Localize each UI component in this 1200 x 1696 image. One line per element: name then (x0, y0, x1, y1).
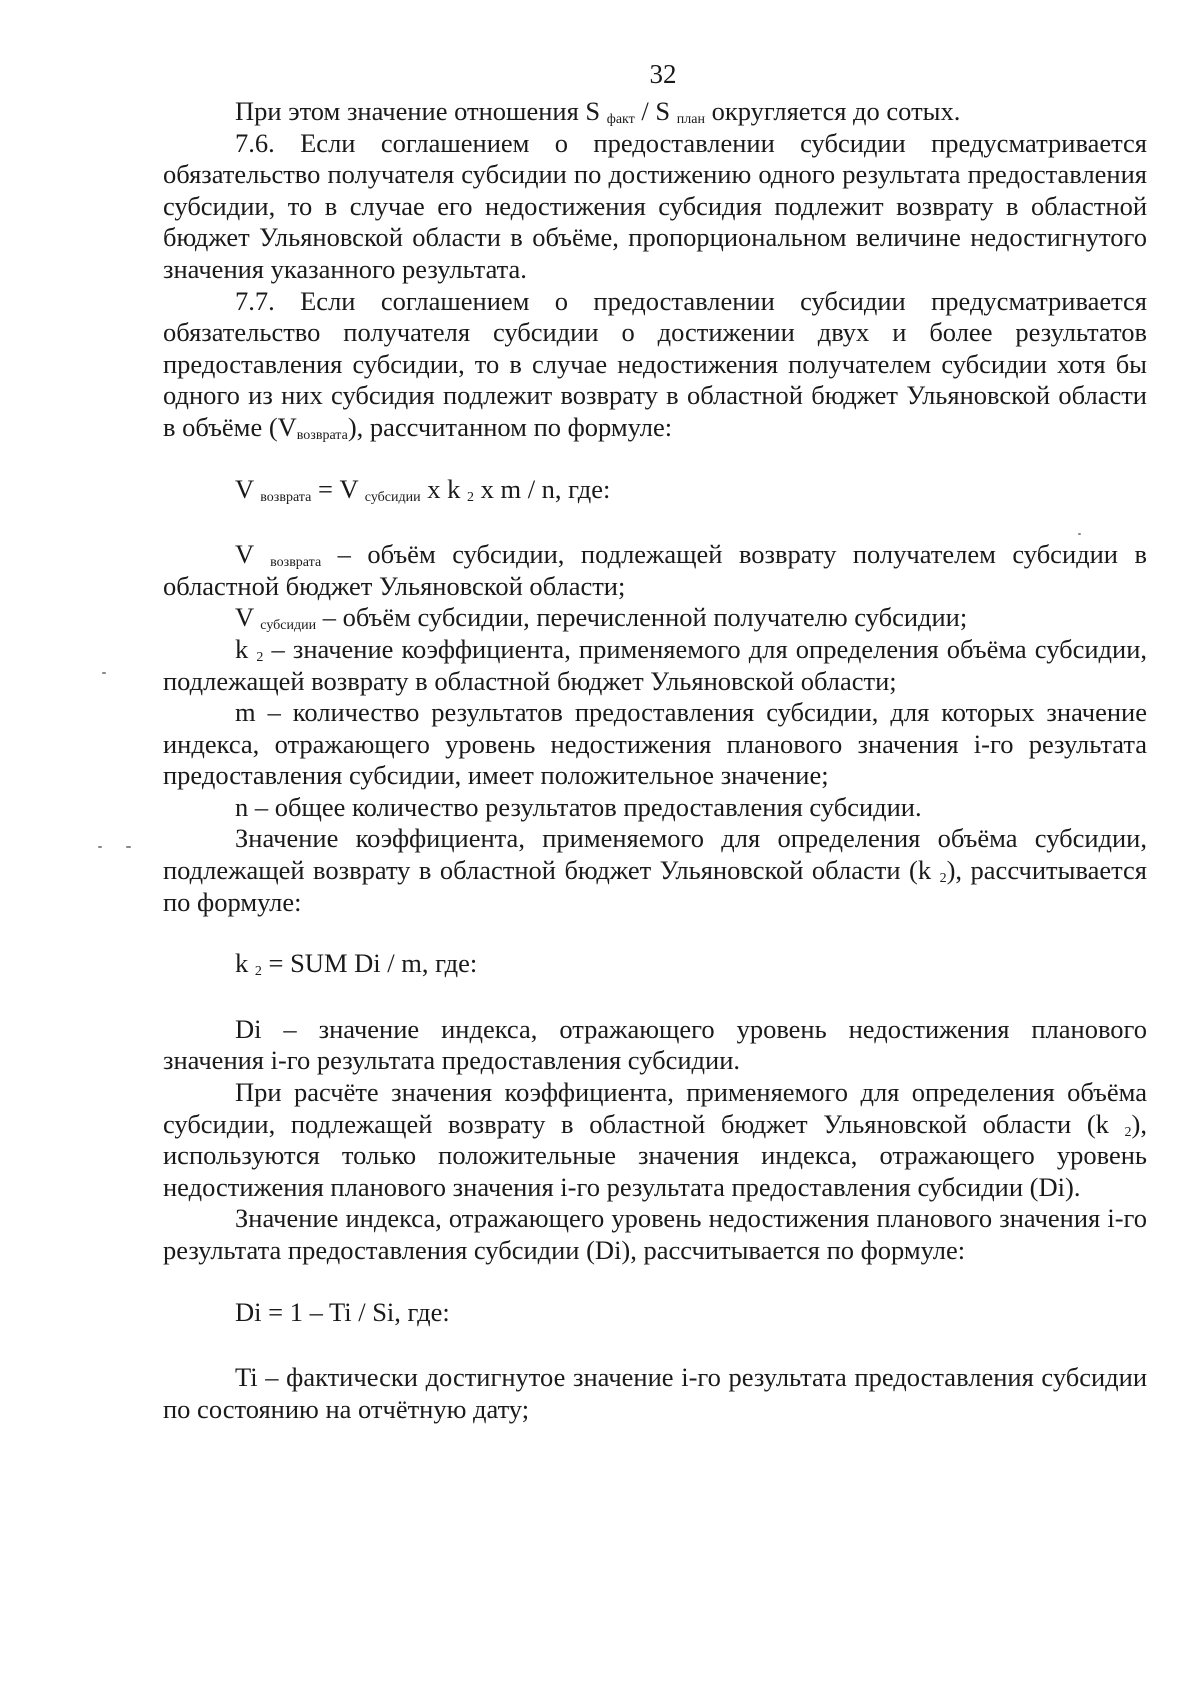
paragraph-k2-calculation: При расчёте значения коэффициента, применяемого для определения объёма субсидии, подлежащей возврату в областной бюджет Ульяновской области (k $_2$), используются только положительные значения индекса, отражающего уровень недостижения планового значения i-го результата предоставления субсидии (Di). (163, 1077, 1147, 1202)
definition-di: Di – значение индекса, отражающего уровень недостижения планового значения i-го результата предоставления субсидии. (163, 1013, 1147, 1076)
paragraph-7-7: 7.7. Если соглашением о предоставлении субсидии предусматривается обязательство получателя субсидии о достижении двух и более результатов предоставления субсидии, то в случае недостижения получателем субсидии хотя бы одного из них субсидия подлежит возврату в областной бюджет Ульяновской области в объёме $(V_{возврата})$, рассчитанном по формуле: (163, 285, 1147, 443)
definition-v-subsidy: V $_{субсидии}$ – объём субсидии, перечисленной получателю субсидии; (235, 602, 968, 634)
scan-speck (126, 846, 131, 848)
definition-m: m – количество результатов предоставления субсидии, для которых значение индекса, отражающего уровень недостижения планового значения i-го результата предоставления субсидии, имеет положительное значение; (163, 697, 1147, 791)
definition-k2: k $_2$ – значение коэффициента, применяемого для определения объёма субсидии, подлежащей возврату в областной бюджет Ульяновской области; (163, 633, 1148, 696)
formula-v-return: V $_{возврата}$ = V $_{субсидии}$ x k $_2$ x m / n, где: (235, 473, 611, 505)
definition-v-return: V $_{возврата}$ – объём субсидии, подлежащей возврату получателем субсидии в областной бюджет Ульяновской области; (163, 539, 1147, 601)
definition-n: n – общее количество результатов предоставления субсидии. (235, 791, 922, 822)
page-number: 32 (649, 59, 677, 89)
formula-k2: k $_2$ = SUM Di / m, где: (235, 948, 478, 980)
paragraph-k2-value: Значение коэффициента, применяемого для определения объёма субсидии, подлежащей возврату в областной бюджет Ульяновской области (k $_2$), рассчитывается по формуле: (163, 823, 1147, 917)
paragraph-7-6: 7.6. Если соглашением о предоставлении субсидии предусматривается обязательство получателя субсидии по достижению одного результата предоставления субсидии, то в случае его недостижения субсидия подлежит возврату в областной бюджет Ульяновской области в объёме, пропорциональном величине недостигнутого значения указанного результата. (163, 127, 1147, 284)
paragraph-index-value: Значение индекса, отражающего уровень недостижения планового значения i-го результата предоставления субсидии (Di), рассчитывается по формуле: (163, 1203, 1147, 1265)
scan-speck (102, 672, 106, 674)
scan-speck (98, 846, 102, 848)
paragraph-rounding: При этом значение отношения S $_{факт}$ / S $_{план}$ округляется до сотых. (235, 96, 961, 127)
scan-speck (1078, 533, 1081, 535)
formula-di: Di = 1 – Ti / Si, где: (235, 1296, 450, 1327)
definition-ti: Ti – фактически достигнутое значение i-го результата предоставления субсидии по состоянию на отчётную дату; (163, 1362, 1147, 1424)
document-body (163, 96, 1147, 1425)
